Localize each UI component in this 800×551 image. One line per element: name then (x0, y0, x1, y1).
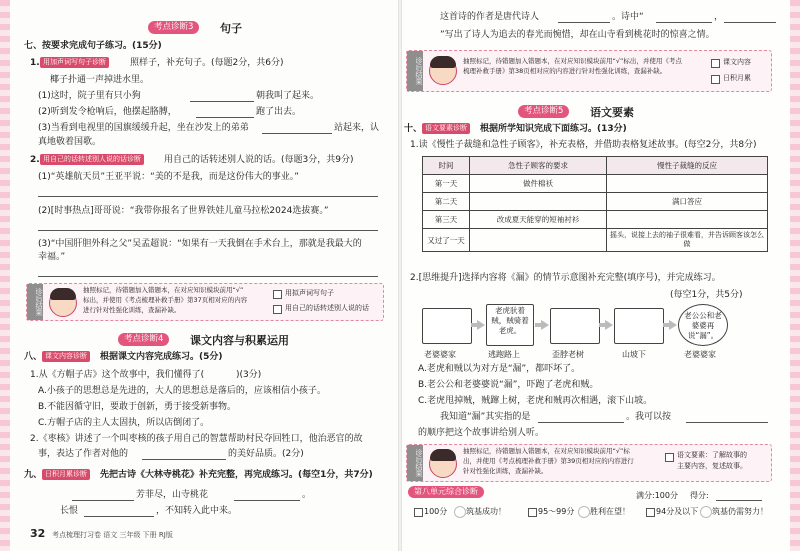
q8-heading: 根据课文内容完成练习。(5分) (100, 352, 223, 362)
flow-box-1[interactable] (422, 308, 472, 344)
flow-caption-3: 歪脖老树 (552, 350, 584, 359)
q10-item2: 2.[思维提升]选择内容将《漏》的情节示意图补充完整(填序号)，并完成练习。 (410, 273, 721, 283)
q7-quote2: (2)[时事热点]哥哥说：“我带你报名了世界铁娃儿童马拉松2024选拔赛。” (38, 206, 329, 216)
flow-box-3[interactable] (550, 308, 600, 344)
q10-item2-score: (每空1分，共5分) (670, 290, 743, 300)
q8-item2-blank[interactable] (142, 459, 226, 460)
flow-box-2: 老虎驮着贼，贼骑着老虎。 (486, 304, 534, 346)
q8-option-a[interactable]: A.小孩子的思想总是先进的，大人的思想总是落后的，应该相信小孩子。 (38, 386, 326, 396)
q10-option-b[interactable]: B.老公公和老婆婆说“漏”，吓跑了老虎和贼。 (418, 380, 599, 390)
q7-quote3: (3)“中国肝胆外科之父”吴孟超说：“如果有一天我倒在手术台上，那就是我最大的 (38, 239, 362, 249)
q10-conclusion: 我知道“漏”其实指的是 (440, 412, 531, 422)
q7-quote1-answer[interactable] (38, 196, 378, 197)
checkbox-language-elements-label: 语文要素：了解故事的 (677, 451, 747, 459)
q7-part1-number: 1. (30, 58, 40, 68)
checkbox-score-95[interactable] (528, 508, 537, 517)
right-page (400, 0, 800, 551)
q9-heading: 先把古诗《大林寺桃花》补充完整，再完成练习。(每空1分，共7分) (100, 470, 373, 480)
checkbox-text-content[interactable] (711, 59, 720, 68)
score-94-text: 筑基仍需努力！ (712, 507, 768, 516)
q10-heading: 根据所学知识完成下面练习。(13分) (480, 124, 627, 134)
section-5-pill: 考点诊断5 (518, 105, 569, 118)
q8-tag: 课文内容诊断 (42, 351, 90, 362)
footer-left-text: 考点梳理打习卷 语文 三年级 下册 RJ版 (52, 531, 173, 539)
score-blank[interactable] (716, 500, 762, 501)
girl-avatar-3 (429, 450, 457, 478)
girl-avatar (49, 289, 77, 317)
score-94-label: 94分及以下 (656, 507, 699, 516)
table-cell-blank[interactable] (470, 193, 607, 211)
table-header-cell: 慢性子裁缝的反应 (607, 157, 768, 175)
checkbox-retell[interactable] (273, 305, 282, 314)
table-cell: 改成夏天能穿的短袖衬衫 (470, 211, 607, 229)
q7-heading: 七、按要求完成句子练习。(15分) (24, 41, 162, 51)
q7-line2-blank[interactable] (196, 117, 254, 118)
q7-line3: (3)当看到电视里的国旗缓缓升起，坐在沙发上的弟弟 (38, 123, 249, 133)
q7-line2: (2)听到发令枪响后，他摆起胳膊， (38, 107, 177, 117)
diagnosis-box-3-side: 诊后结果 (407, 445, 423, 481)
q10-item1: 1.读《慢性子裁缝和急性子顾客》，补充表格，并借助表格复述故事。(每空2分，共8分) (410, 140, 757, 150)
table-header-row (423, 157, 768, 175)
q7-example: 椰子扑通一声掉进水里。 (50, 75, 150, 85)
poem-quote-blank1[interactable] (656, 22, 712, 23)
q9-line2-end: ，不知转入此中来。 (156, 506, 238, 516)
table-cell: 又过了一天 (423, 229, 470, 252)
table-row (423, 193, 768, 211)
diagnosis-box-1-side: 诊后结果 (27, 284, 43, 320)
q7-part2-tag: 用自己的话转述别人说的话诊断 (40, 154, 144, 165)
diagnosis-box-3-text2: 出，并使用《考点梳理补救手册》第39页相对应的内容进行 (463, 457, 634, 465)
poem-explain-line: ”写出了诗人为追去的春光而惋惜，却在山寺看到桃花时的惊喜之情。 (440, 30, 715, 40)
checkbox-onomatopoeia-label: 用拟声词写句子 (285, 289, 334, 297)
flow-box-5: 老公公和老婆婆再说“漏”。 (678, 304, 728, 346)
diagnosis-box-1-text2: 标出，并使用《考点梳理补救手册》第37页相对应的内容 (83, 296, 248, 304)
flow-caption-5: 老婆婆家 (684, 350, 716, 359)
section-4-title: 课文内容与积累运用 (190, 334, 289, 347)
q7-quote3-cont: 幸福。” (38, 252, 66, 262)
checkbox-text-content-label: 课文内容 (723, 58, 751, 66)
checkbox-language-elements[interactable] (665, 453, 674, 462)
comma: ， (714, 12, 724, 22)
right-page-border (790, 0, 800, 551)
q7-quote1: (1)“英雄航天员”王亚平说：“美的不是我，而是这份伟大的事业。” (38, 172, 299, 182)
poem-author-blank[interactable] (558, 22, 610, 23)
section-3-title: 句子 (220, 22, 242, 35)
table-cell: 第三天 (423, 211, 470, 229)
flow-arrow-4-head (669, 320, 677, 330)
q8-option-b[interactable]: B.不能因循守旧，要敢于创新，勇于接受新事物。 (38, 402, 237, 412)
unit-diagnosis-bar: 第八单元综合诊断 (408, 486, 484, 498)
table-cell-blank[interactable] (470, 229, 607, 252)
q7-line1: (1)这时，院子里有只小狗 (38, 91, 141, 101)
full-score-label: 满分:100分 (636, 491, 678, 500)
q9-blank3[interactable] (84, 516, 154, 517)
smile-icon-2 (578, 506, 590, 518)
section-5-title: 语文要素 (590, 106, 634, 119)
q9-line1: 芳菲尽，山寺桃花 (136, 490, 209, 500)
poem-quote-blank2[interactable] (724, 22, 776, 23)
q10-conclusion-mid: 。我可以按 (626, 412, 672, 422)
flow-arrow-3-head (605, 320, 613, 330)
diagnosis-box-2-text2: 梳理补救手册》第38页相对应的内容进行针对性强化训练，查漏补缺。 (463, 67, 667, 75)
page-number-left: 32 (30, 527, 46, 540)
table-cell: 摇头，说接上去的袖子很难看，并告诉顾客该怎么做 (607, 229, 768, 252)
flow-arrow-1-head (477, 320, 485, 330)
checkbox-daily-accumulation-label: 日积月累 (723, 74, 751, 82)
score-95-text: 胜利在望！ (590, 507, 630, 516)
table-row (423, 229, 768, 252)
checkbox-score-100[interactable] (414, 508, 423, 517)
q7-line1-end: 朝我叫了起来。 (256, 91, 320, 101)
diagnosis-box-1 (26, 283, 384, 321)
book-spine (398, 0, 402, 551)
diagnosis-box-1-text3: 进行针对性强化训练，查漏补缺。 (83, 306, 181, 314)
flow-arrow-2-head (541, 320, 549, 330)
table-cell: 第二天 (423, 193, 470, 211)
smile-icon (454, 506, 466, 518)
section-4-pill: 考点诊断4 (118, 333, 169, 346)
flow-caption-2: 逃跑路上 (488, 350, 520, 359)
q8-option-c[interactable]: C.方帽子店的主人太固执，所以店倒闭了。 (38, 418, 210, 428)
diagnosis-box-3-text1: 抽照标记，待错题加入错题本，在对应知识模块前用“√”标 (463, 447, 630, 455)
q8-item2-cont: 事，表达了作者对他的 (38, 449, 129, 459)
score-100-label: 100分 (424, 507, 448, 516)
q10-conclusion-end: 的顺序把这个故事讲给别人听。 (418, 428, 545, 438)
table-cell: 满口答应 (607, 193, 768, 211)
poem-quote-start: 。诗中“ (612, 12, 644, 22)
section-3-pill: 考点诊断3 (148, 21, 199, 34)
checkbox-retell-label: 用自己的话转述别人说的话 (285, 304, 369, 312)
q7-part2-number: 2. (30, 155, 40, 165)
q7-line3-end: 站起来，认 (334, 123, 380, 133)
q7-line1-blank[interactable] (190, 101, 254, 102)
diagnosis-box-2 (406, 50, 772, 92)
score-95-label: 95～99分 (538, 507, 575, 516)
q7-quote3-answer[interactable] (38, 276, 378, 277)
checkbox-onomatopoeia[interactable] (273, 290, 282, 299)
q7-line3-cont: 真地敬着国歌。 (38, 137, 102, 147)
q7-part1-tag: 用加声词写句子诊断 (40, 57, 109, 68)
score-100-text: 筑基成功！ (466, 507, 506, 516)
q8-number: 八、 (24, 352, 43, 362)
table-cell-blank[interactable] (607, 211, 768, 229)
q7-quote2-answer[interactable] (38, 230, 378, 231)
sad-icon (700, 506, 712, 518)
girl-avatar-2 (429, 57, 457, 85)
q9-line1-dot: 。 (302, 490, 312, 500)
flow-box-4[interactable] (614, 308, 664, 344)
q9-tag: 日积月累诊断 (42, 469, 90, 480)
table-row (423, 175, 768, 193)
section-5-header (518, 104, 668, 120)
flow-caption-1: 老婆婆家 (424, 350, 456, 359)
table-row (423, 211, 768, 229)
left-page-border (0, 0, 10, 551)
flow-caption-4: 山坡下 (622, 350, 646, 359)
q8-item2: 2.《枣核》讲述了一个叫枣核的孩子用自己的智慧帮助村民夺回牲口，他治恶官的故 (30, 434, 363, 444)
diagnosis-box-3 (406, 444, 772, 482)
q9-line2: 长恨 (60, 506, 79, 516)
q10-conclusion-blank1[interactable] (538, 422, 624, 423)
diagnosis-box-3-text3: 针对性强化训练，查漏补缺。 (463, 467, 548, 475)
table-cell-blank[interactable] (607, 175, 768, 193)
q7-line2-end: 跑了出去。 (256, 107, 302, 117)
diagnosis-box-1-text1: 抽照标记，待错题加入错题本，在对应知识模块前用“√” (83, 286, 244, 294)
score-label: 得分: (690, 491, 709, 500)
q7-part2-text: 用自己的话转述别人说的话。(每题3分，共9分) (164, 155, 354, 165)
q8-item1: 1.从《方帽子店》这个故事中，我们懂得了( (30, 370, 205, 380)
q9-number: 九、 (24, 470, 43, 480)
q10-option-c[interactable]: C.老虎甩掉贼，贼蹿上树，老虎和贼再次相遇，滚下山坡。 (418, 396, 653, 406)
diagnosis-box-2-side: 诊后结果 (407, 51, 423, 91)
table-header-cell: 急性子顾客的要求 (470, 157, 607, 175)
q7-line3-blank[interactable] (262, 133, 332, 134)
q10-conclusion-blank2[interactable] (686, 422, 768, 423)
checkbox-daily-accumulation[interactable] (711, 75, 720, 84)
checkbox-language-elements-label-2: 主要内容，复述故事。 (677, 462, 747, 470)
q9-blank1[interactable] (72, 500, 134, 501)
q8-item1-score: )(3分) (236, 370, 262, 380)
story-table (422, 156, 768, 252)
q9-blank2[interactable] (234, 500, 300, 501)
diagnosis-box-2-text1: 抽照标记，待错题加入错题本，在对应知识模块前用“√”标出，并使用《考点 (463, 57, 682, 65)
q10-number: 十、 (404, 124, 423, 134)
q10-option-a[interactable]: A.老虎和贼以为对方是“漏”，都吓坏了。 (418, 364, 581, 374)
section-4-header (118, 332, 338, 348)
table-cell: 第一天 (423, 175, 470, 193)
checkbox-score-94[interactable] (646, 508, 655, 517)
table-header-cell: 时间 (423, 157, 470, 175)
section-3-header (148, 20, 298, 36)
q8-item2-end: 的美好品质。(2分) (228, 449, 304, 459)
poem-author-line: 这首诗的作者是唐代诗人 (440, 12, 540, 22)
q10-tag: 语文要素诊断 (422, 123, 470, 134)
q7-part1-text: 照样子，补充句子。(每题2分，共6分) (130, 58, 284, 68)
table-cell: 做件棉袄 (470, 175, 607, 193)
